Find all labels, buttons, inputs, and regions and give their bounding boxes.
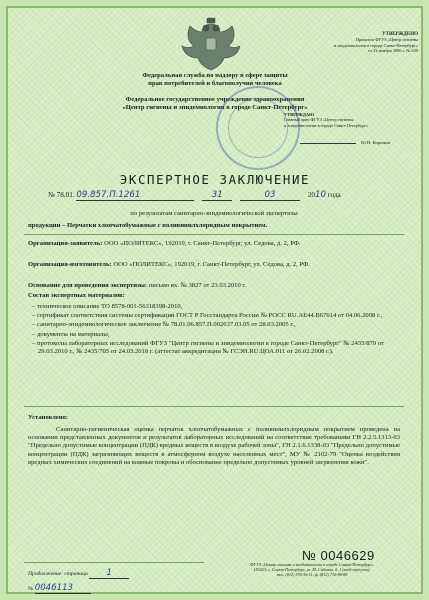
material-item: – документы на материалы, (32, 330, 110, 338)
applicant-value: ООО «ПОЛИТЕКС», 192019, г. Санкт-Петербург, ул. Седова, д. 2, РФ. (104, 240, 301, 247)
approved-heading: УТВЕРЖДЕНО (381, 32, 418, 37)
date-day: 31 (202, 190, 232, 201)
material-text: сертификат соответствия системы сертификации ГОСТ Р Госстандарта России № РОСС RU.AE44.B67614 от 04.06.2008 г., (36, 312, 383, 320)
copy-number: 0046113 (35, 583, 91, 594)
material-text: документы на материалы, (36, 330, 110, 338)
year-handwritten: 10 (315, 190, 326, 200)
year-prefix: 20 (307, 191, 315, 199)
number-prefix: № 78.01. (48, 191, 75, 199)
applicant-row (28, 240, 400, 248)
divider-findings (24, 406, 404, 407)
institution-name (70, 96, 360, 112)
footer-address (212, 562, 412, 578)
manufacturer-value: ООО «ПОЛИТЕКС», 192019, г. Санкт-Петербург, ул. Седова, д. 2, РФ. (113, 261, 310, 268)
divider-top (24, 234, 404, 235)
findings-text: Санитарно-гигиеническая оценка перчаток хлопчатобумажных с поливинилхлоридным покрытием проведена на основании представленных документов и результатов лабораторных исследований на соответствие требованиям ГН 2.2.5.1313-03 "Предельно допустимые концентрации (ПДК) вредных веществ в воздухе рабочей зоны", ГН 2.1.6.1338-03 "Предельно допустимые концентрации (ПДК) загрязняющих веществ в атмосферном воздухе населенных мест", МУ № 2102-79 "Оценка воздействия вредных химических соединений на кожные покровы и обоснование предельно допустимых уровней загрязнения кожи". (28, 426, 400, 466)
material-text: санитарно-эпидемиологическое заключение № 78.01.06.857.П.002637.03.05 от 28.03.2005 г., (36, 321, 296, 329)
material-item: – протоколы лабораторных исследований ФГУЗ "Центр гигиены и эпидемиологии в городе Санкт-Петербург" № 2435/879 от 29.03.2010 г., № 2435/705 от 24.03.2010 г. (аттестат аккредитации № ГСЭН.RU.ЦОА.011 от 26.02.2008 г.). (32, 339, 384, 356)
manufacturer-row (28, 261, 400, 269)
approved-line3: от 22 ноября 2006 г. № 630 (368, 48, 418, 54)
federal-line1: Федеральная служба по надзору в сфере защиты (142, 72, 288, 79)
basis-line: по результатам санитарно-эпидемиологической экспертизы (130, 210, 298, 217)
basis-row (28, 282, 400, 290)
number-handwritten: 09.857.П.1261 (76, 190, 194, 201)
document-title: ЭКСПЕРТНОЕ ЗАКЛЮЧЕНИЕ (119, 172, 311, 187)
continuation-block (28, 568, 188, 594)
federal-agency (110, 72, 320, 88)
footer-phone: тел. (812) 570-36-11, ф. (812) 710-86-88 (276, 572, 348, 578)
product-row (28, 222, 400, 230)
approved-line2: и эпидемиологии в городе Санкт-Петербург» (333, 42, 418, 48)
institution-line1: Федеральное государственное учреждение здравоохранения (125, 96, 305, 103)
chief-approval-stamp (284, 112, 418, 128)
institution-line2: «Центр гигиены и эпидемиологии в городе Санкт-Петербург» (122, 104, 308, 111)
footer-org: ФГУЗ «Центр гигиены и эпидемиологии в городе Санкт-Петербург» (250, 562, 374, 567)
material-item: – техническое описание ТО 8578-001-56318398-2010, (32, 303, 183, 310)
federal-line2: прав потребителей и благополучия человека (148, 80, 282, 87)
footer-divider (24, 562, 204, 563)
material-text: протоколы лабораторных исследований ФГУЗ "Центр гигиены и эпидемиологии в городе Санкт-Петербург" № 2435/879 от 29.03.2010 г., № 2435/705 от 24.03.2010 г. (аттестат аккредитации № ГСЭН.RU.ЦОА.011 от 26.02.2008 г.). (36, 339, 384, 356)
materials-list (28, 303, 400, 357)
basis-label: Основание для проведения экспертизы: (28, 282, 148, 289)
basis-value: письмо вх. № 3827 от 23.03.2010 г. (148, 282, 247, 289)
continuation-page: 1 (89, 568, 129, 579)
manufacturer-label: Организация-изготовитель: (28, 261, 112, 268)
serial-number: № 0046629 (302, 548, 375, 563)
approved-line1: Приказом ФГУЗ «Центр гигиены (355, 37, 418, 43)
continuation-label: Продолжение: страница (28, 571, 88, 577)
materials-label: Состав экспертных материалов: (28, 292, 125, 299)
material-text: техническое описание ТО 8578-001-56318398-2010, (36, 303, 183, 310)
applicant-label: Организация-заявитель: (28, 240, 103, 247)
product-value: – Перчатки хлопчатобумажные с поливинилхлоридным покрытием. (62, 222, 268, 229)
findings-label: Установлено: (28, 414, 68, 421)
product-label: продукции (28, 222, 61, 229)
continuation-page-row (28, 568, 188, 579)
document-number-row (48, 190, 378, 201)
copy-number-row (28, 583, 188, 594)
footer-street: 191023, г. Санкт-Петербург, ул. М. Садовая, д. 1 (вход переулок), (253, 567, 371, 573)
chief-approval-heading: УТВЕРЖДАЮ (284, 112, 315, 117)
chief-signature (300, 140, 416, 145)
coat-of-arms-emblem (172, 14, 250, 76)
year-suffix: года (327, 191, 341, 199)
date-month: 03 (240, 190, 300, 201)
material-item: – сертификат соответствия системы сертификации ГОСТ Р Госстандарта России № РОСС RU.AE44.B67614 от 04.06.2008 г., (32, 312, 383, 320)
material-item: – санитарно-эпидемиологическое заключение № 78.01.06.857.П.002637.03.05 от 28.03.2005 г., (32, 321, 296, 329)
copy-number-label: № (28, 586, 34, 592)
chief-signature-name: Ю.Н. Коршков (361, 140, 391, 145)
chief-approval-line2: Главный врач ФГУЗ «Центр гигиены (284, 117, 354, 123)
approved-block (300, 32, 418, 54)
chief-approval-line3: и эпидемиологии в городе Санкт-Петербург» (284, 122, 369, 128)
